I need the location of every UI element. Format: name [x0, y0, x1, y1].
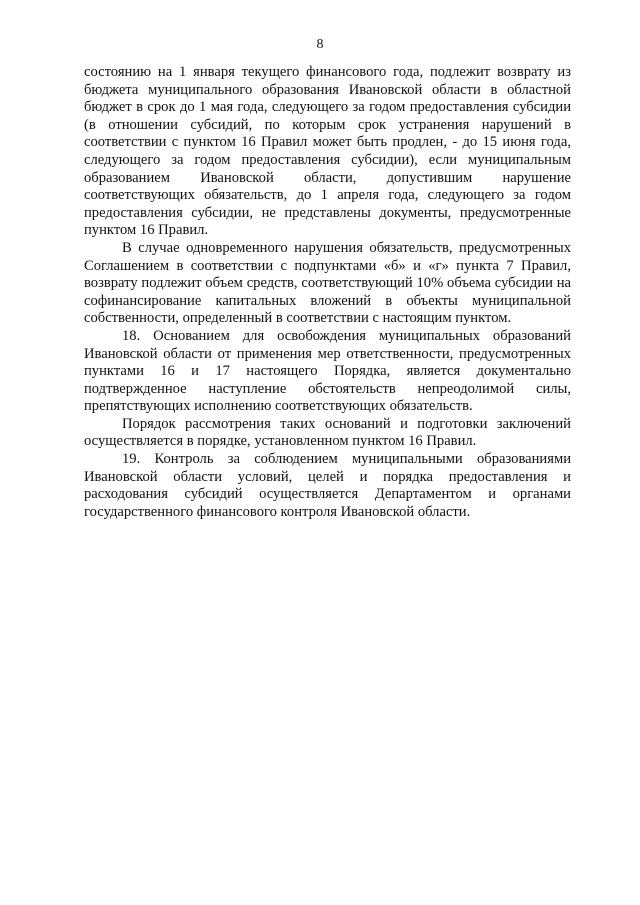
- paragraph-continuation: состоянию на 1 января текущего финансового года, подлежит возврату из бюджета муниципального образования Ивановской области в областной бюджет в срок до 1 мая года, следующего за годом предоставления субсидии (в отношении субсидий, по которым срок устранения нарушений в соответствии с пунктом 16 Правил может быть продлен, - до 15 июня года, следующего за годом предоставления субсидии), если муниципальным образованием Ивановской области, допустившим нарушение соответствующих обязательств, до 1 апреля года, следующего за годом предоставления субсидии, не представлены документы, предусмотренные пунктом 16 Правил.: [84, 64, 571, 239]
- page-number: 8: [316, 37, 324, 52]
- document-body: [84, 64, 571, 521]
- paragraph-item-19: 19. Контроль за соблюдением муниципальными образованиями Ивановской области условий, целей и порядка предоставления и расходования субсидий осуществляется Департаментом и органами государственного финансового контроля Ивановской области.: [84, 451, 571, 520]
- paragraph-simultaneous-violation: В случае одновременного нарушения обязательств, предусмотренных Соглашением в соответствии с подпунктами «б» и «г» пункта 7 Правил, возврату подлежит объем средств, соответствующий 10% объема субсидии на софинансирование капитальных вложений в объекты муниципальной собственности, определенный в соответствии с настоящим пунктом.: [84, 239, 571, 327]
- paragraph-review-procedure: Порядок рассмотрения таких оснований и подготовки заключений осуществляется в порядке, установленном пунктом 16 Правил.: [84, 415, 571, 450]
- paragraph-item-18: 18. Основанием для освобождения муниципальных образований Ивановской области от применения мер ответственности, предусмотренных пунктами 16 и 17 настоящего Порядка, является документально подтвержденное наступление обстоятельств непреодолимой силы, препятствующих исполнению соответствующих обязательств.: [84, 327, 571, 415]
